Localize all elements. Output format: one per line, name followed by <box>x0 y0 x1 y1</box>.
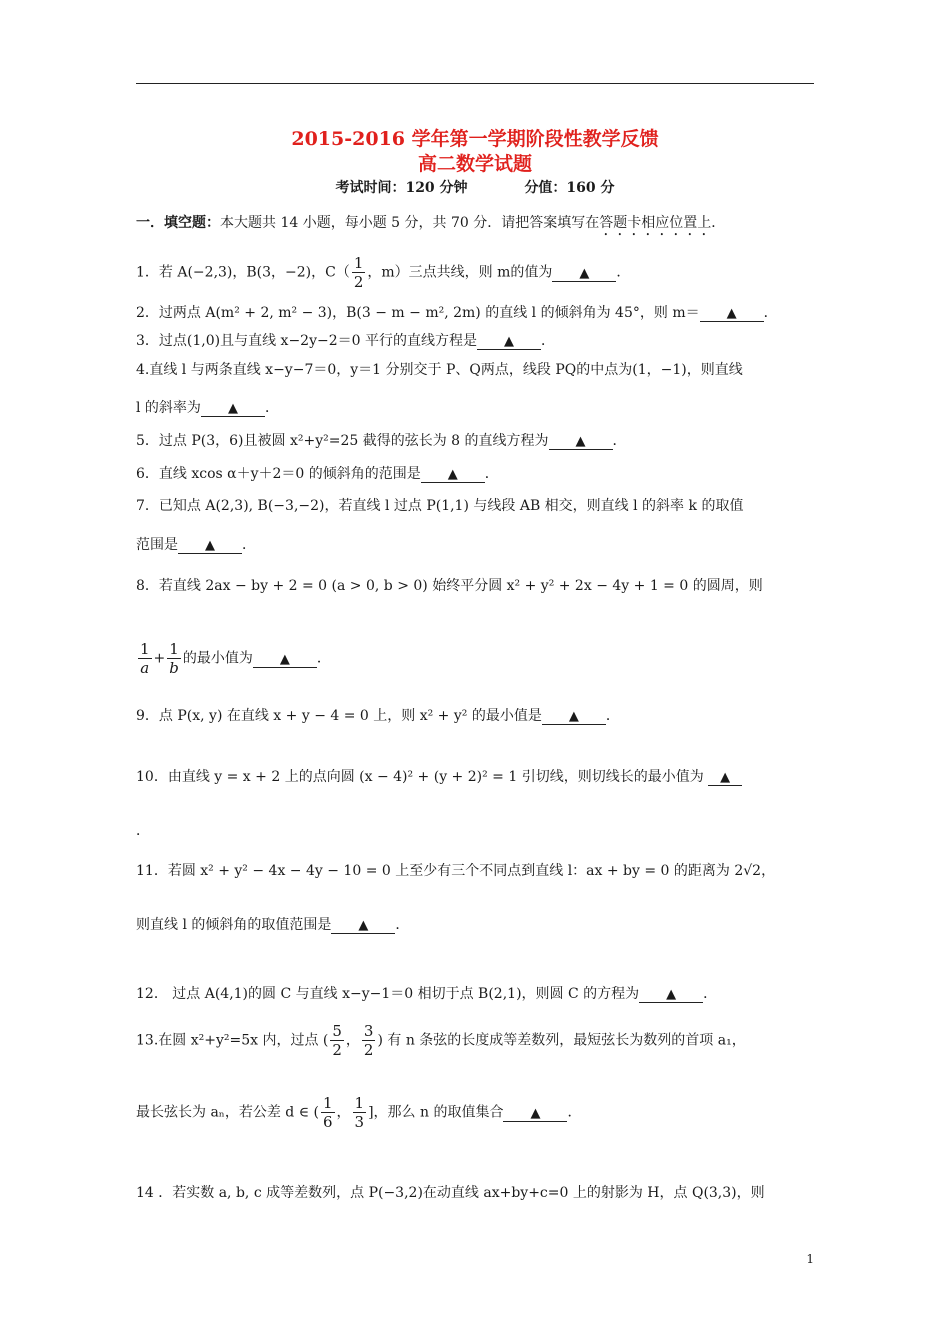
question-1: 1．若 A(−2,3)，B(3，−2)，C（ $\frac{1}{2}$ ，m）三点共线，则 m的值为 ▲ ． <box>136 254 631 291</box>
question-10: 10．由直线 y = x + 2 上的点向圆 (x − 4)² + (y + 2)² = 1 引切线，则切线长的最小值为 ▲ <box>136 766 742 786</box>
question-12: 12． 过点 A(4,1)的圆 C 与直线 x−y−1＝0 相切于点 B(2,1)，则圆 C 的方程为 ▲ ． <box>136 986 718 1002</box>
answer-blank: ▲ <box>201 401 265 417</box>
fraction: $\frac{1}{6}$ <box>323 1094 333 1131</box>
exam-time: 考试时间：120 分钟 <box>335 180 468 196</box>
exam-subtitle: 高二数学试题 <box>417 153 532 175</box>
answer-blank: ▲ <box>178 538 242 554</box>
dotted-emphasis: 答题卡相应位置上 <box>599 215 712 231</box>
question-10-cont: ． <box>136 823 150 839</box>
answer-blank: ▲ <box>549 434 613 450</box>
exam-title: 2015-2016 学年第一学期阶段性教学反馈 <box>291 128 659 150</box>
answer-blank: ▲ <box>477 334 541 350</box>
question-2: 2．过两点 A(m² + 2, m² − 3)，B(3 − m − m², 2m) 的直线 l 的倾斜角为 45°，则 m＝ ▲ ． <box>136 305 778 321</box>
question-4: 4.直线 l 与两条直线 x−y−7＝0，y＝1 分别交于 P、Q两点，线段 PQ的中点为(1，−1)，则直线 <box>136 362 743 378</box>
answer-blank: ▲ <box>708 770 742 786</box>
question-5: 5．过点 P(3，6)且被圆 x²+y²=25 截得的弦长为 8 的直线方程为 ▲ ． <box>136 433 627 449</box>
answer-blank: ▲ <box>503 1106 567 1122</box>
question-13: 13.在圆 x²+y²=5x 内，过点 ( $\frac{5}{2}$ ， $\frac{3}{2}$ ) 有 n 条弦的长度成等差数列，最短弦长为数列的首项 a₁， <box>136 1022 746 1059</box>
question-11-cont: 则直线 l 的倾斜角的取值范围是 ▲ ． <box>136 917 410 933</box>
question-8-cont: $\frac{1}{a}$ + $\frac{1}{b}$ 的最小值为 ▲ ． <box>140 640 331 677</box>
answer-blank: ▲ <box>639 987 703 1003</box>
question-13-cont: 最长弦长为 aₙ，若公差 d ∈ ( $\frac{1}{6}$ ， $\frac{1}{3}$ ]，那么 n 的取值集合 ▲ ． <box>136 1094 582 1131</box>
fraction: $\frac{1}{b}$ <box>169 640 179 677</box>
fraction: $\frac{3}{2}$ <box>363 1022 374 1059</box>
answer-blank: ▲ <box>331 918 395 934</box>
header-rule <box>136 83 814 84</box>
question-7-cont: 范围是 ▲ ． <box>136 537 256 553</box>
exam-score: 分值：160 分 <box>524 180 615 196</box>
question-7: 7．已知点 A(2,3), B(−3,−2)，若直线 l 过点 P(1,1) 与线段 AB 相交，则直线 l 的斜率 k 的取值 <box>136 498 744 514</box>
question-11: 11．若圆 x² + y² − 4x − 4y − 10 = 0 上至少有三个不同点到直线 l：ax + by = 0 的距离为 2√2， <box>136 863 776 879</box>
fraction: $\frac{1}{a}$ <box>140 640 150 677</box>
fraction: $\frac{1}{2}$ <box>353 254 364 291</box>
question-3: 3．过点(1,0)且与直线 x−2y−2＝0 平行的直线方程是 ▲ ． <box>136 333 555 349</box>
fraction: $\frac{5}{2}$ <box>332 1022 342 1059</box>
answer-blank: ▲ <box>253 652 317 668</box>
page-number: 1 <box>806 1252 814 1266</box>
answer-blank: ▲ <box>552 266 616 282</box>
section-heading: 一．填空题：本大题共 14 小题，每小题 5 分，共 70 分．请把答案填写在答题卡相应位置上． <box>136 215 726 231</box>
question-4-cont: l 的斜率为 ▲ ． <box>136 400 279 416</box>
question-9: 9．点 P(x, y) 在直线 x + y − 4 = 0 上，则 x² + y² 的最小值是 ▲ ． <box>136 708 620 724</box>
question-6: 6．直线 xcos α＋y＋2＝0 的倾斜角的范围是 ▲ ． <box>136 466 499 482</box>
answer-blank: ▲ <box>421 467 485 483</box>
question-8: 8．若直线 2ax − by + 2 = 0 (a > 0, b > 0) 始终平分圆 x² + y² + 2x − 4y + 1 = 0 的圆周，则 <box>136 578 763 594</box>
answer-blank: ▲ <box>700 306 764 322</box>
fraction: $\frac{1}{3}$ <box>354 1094 365 1131</box>
exam-meta <box>0 177 950 197</box>
answer-blank: ▲ <box>542 709 606 725</box>
question-14: 14 ．若实数 a, b, c 成等差数列，点 P(−3,2)在动直线 ax+by+c=0 上的射影为 H，点 Q(3,3)，则 <box>136 1185 765 1201</box>
